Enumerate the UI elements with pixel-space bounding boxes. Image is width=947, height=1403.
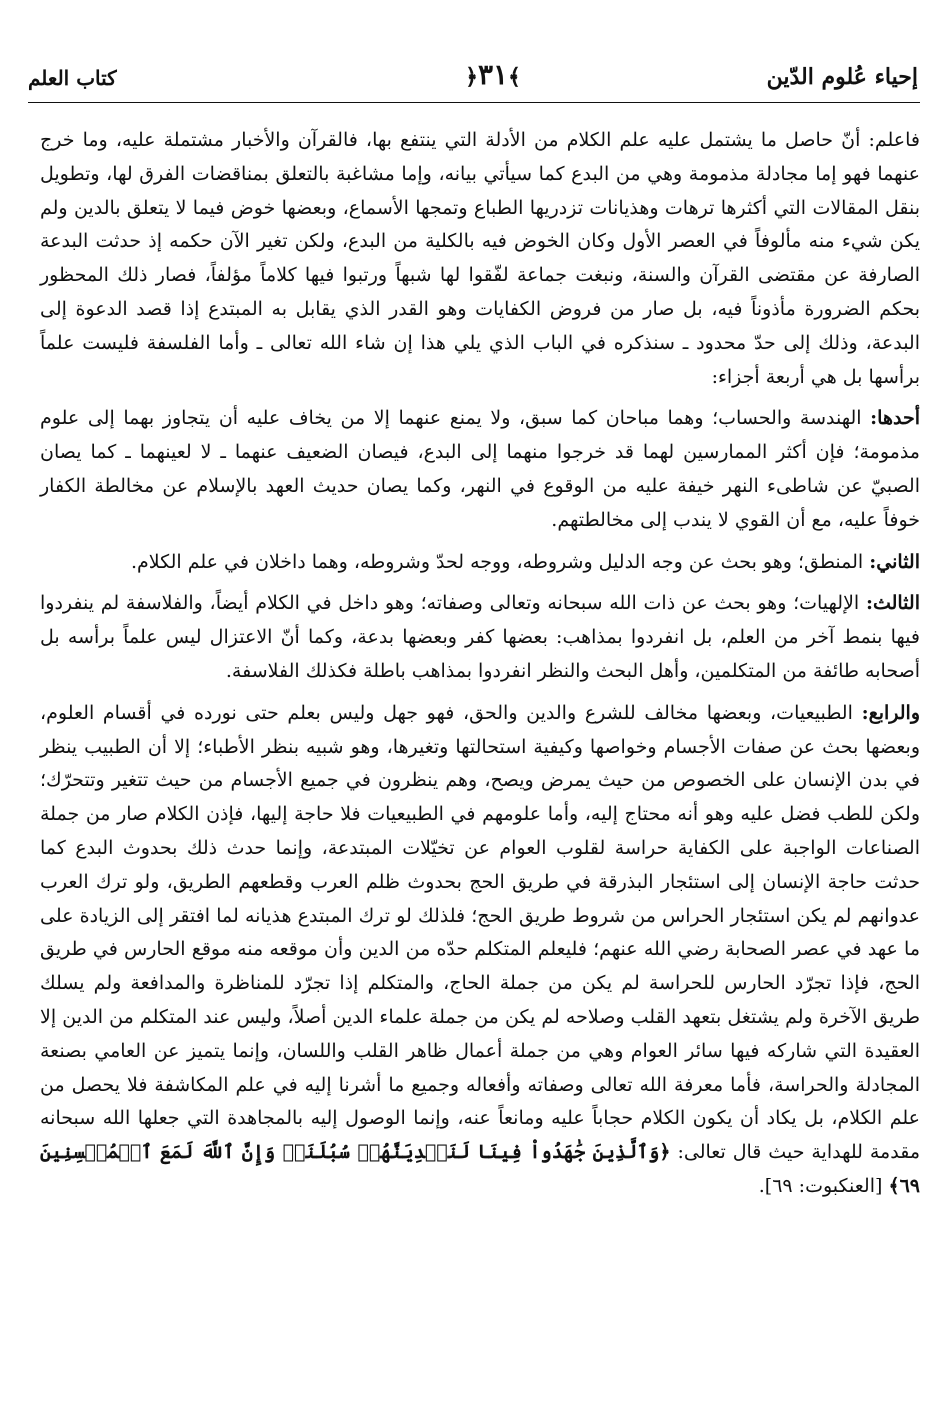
page-ornament-right: ﴾ bbox=[508, 64, 521, 90]
paragraph-lead: أحدها: bbox=[870, 407, 920, 430]
paragraph-lead: والرابع: bbox=[861, 701, 920, 724]
quran-verse: ﴿وَٱلَّذِينَ جَٰهَدُواْ فِينَا لَنَهۡدِيَنَّهُمۡ سُبُلَنَاۚ وَإِنَّ ٱللَّهَ لَمَعَ ٱلۡمُحۡسِنِينَ ٦٩﴾ bbox=[40, 1141, 920, 1197]
header-divider bbox=[28, 102, 920, 103]
paragraph-third-part bbox=[40, 587, 920, 688]
paragraph-text: الإلهيات؛ وهو بحث عن ذات الله سبحانه وتعالى وصفاته؛ وهو داخل في الكلام أيضاً، والفلاسفة لم ينفردوا فيها بنمط آخر من العلم، بل انفردوا بمذاهب: بعضها كفر وبعضها بدعة، وكما أنّ الاعتزال ليس علماً برأسه بل أصحابه طائفة من المتكلمين، وأهل البحث والنظر انفردوا بمذاهب باطلة فكذلك الفلاسفة. bbox=[40, 592, 920, 682]
page-header bbox=[28, 58, 920, 100]
paragraph-lead: الثالث: bbox=[865, 592, 920, 615]
page-number-value: ٣١ bbox=[477, 58, 509, 91]
book-title: إحياء عُلوم الدّين bbox=[766, 64, 918, 90]
paragraph-intro bbox=[40, 124, 920, 394]
paragraph-lead: الثاني: bbox=[869, 550, 920, 573]
paragraph-text: الهندسة والحساب؛ وهما مباحان كما سبق، ولا يمنع عنهما إلا من يخاف عليه أن يتجاوز بهما إلى علوم مذمومة؛ فإن أكثر الممارسين لهما قد خرجوا منهما إلى البدع، فيصان الضعيف عنهما ـ لا لعينهما ـ كما يصان الصبيّ عن شاطىء النهر خيفة عليه من الوقوع في النهر، وكما يصان حديث العهد بالإسلام عن مخالطة الكفار خوفاً عليه، مع أن القوي لا يندب إلى مخالطتهم. bbox=[40, 407, 920, 531]
paragraph-text: المنطق؛ وهو بحث عن وجه الدليل وشروطه، ووجه لحدّ وشروطه، وهما داخلان في علم الكلام. bbox=[130, 550, 864, 573]
section-title: كتاب العلم bbox=[28, 66, 117, 90]
paragraph-first-part bbox=[40, 402, 920, 537]
paragraph-text: فاعلم: أنّ حاصل ما يشتمل عليه علم الكلام من الأدلة التي ينتفع بها، فالقرآن والأخبار مشتملة عليه، وما خرج عنهما فهو إما مجادلة مذمومة وهي من البدع كما سيأتي بيانه، وإما مشاغبة بالتعلق بمناقضات الفرق لها، وتطويل بنقل المقالات التي أكثرها ترهات وهذيانات تزدريها الطباع وتمجها الأسماع، وبعضها خوض فيما لا يتعلق بالدين ولم يكن شيء منه مألوفاً في العصر الأول وكان الخوض فيه بالكلية من البدع، ولكن تغير الآن حكمه إذ حدثت البدعة الصارفة عن مقتضى القرآن والسنة، ونبغت جماعة لفّقوا لها شبهاً ورتبوا فيها كلاماً مؤلفاً، فصار ذلك المحظور بحكم الضرورة مأذوناً فيه، بل صار من فروض الكفايات وهو القدر الذي يقابل به المبتدع إذا قصد الدعوة إلى البدعة، وذلك إلى حدّ محدود ـ سنذكره في الباب الذي يلي هذا إن شاء الله تعالى ـ وأما الفلسفة فليست علماً برأسها بل هي أربعة أجزاء: bbox=[40, 129, 921, 388]
body-text bbox=[40, 124, 920, 1204]
page-number bbox=[448, 58, 538, 91]
paragraph-text: الطبيعيات، وبعضها مخالف للشرع والدين والحق، فهو جهل وليس بعلم حتى نورده في أقسام العلوم، وبعضها بحث عن صفات الأجسام وخواصها وكيفية استحالتها وتغيرها، وهو شبيه بنظر الأطباء؛ إلا أن الطبيب ينظر في بدن الإنسان على الخصوص من حيث يمرض ويصح، وهم ينظرون في جميع الأجسام من حيث تتغير وتتحرّك؛ ولكن للطب فضل عليه وهو أنه محتاج إليه، وأما علومهم في الطبيعيات فلا حاجة إليها، فإذن الكلام صار من جملة الصناعات الواجبة على الكفاية حراسة لقلوب العوام عن تخيّلات المبتدعة، وإنما حدث ذلك بحدوث البدع كما حدثت حاجة الإنسان إلى استئجار البذرقة في طريق الحج بحدوث ظلم العرب وقطعهم الطريق، ولو ترك العرب عدوانهم لم يكن استئجار الحراس من شروط طريق الحج؛ فلذلك لو ترك المبتدع هذيانه لما افتقر إلى الزيادة على ما عهد في عصر الصحابة رضي الله عنهم؛ فليعلم المتكلم حدّه من الدين وأن موقعه منه موقع الحارس في طريق الحج، فإذا تجرّد الحارس للحراسة لم يكن من جملة الحاج، والمتكلم إذا تجرّد للمناظرة والمدافعة ولم يسلك طريق الآخرة ولم يشتغل بتعهد القلب وصلاحه لم يكن من جملة علماء الدين أصلاً، وليس عند المتكلم من الدين إلا العقيدة التي شاركه فيها سائر العوام وهي من جملة أعمال ظاهر القلب واللسان، وإنما يتميز عن العامي بصنعة المجادلة والحراسة، فأما معرفة الله تعالى وصفاته وأفعاله وجميع ما أشرنا إليه في علم المكاشفة فلا يحصل من علم الكلام، بل يكاد أن يكون الكلام حجاباً عليه ومانعاً عنه، وإنما الوصول إليه بالمجاهدة التي جعلها الله سبحانه مقدمة للهداية حيث قال تعالى: bbox=[40, 701, 920, 1164]
paragraph-fourth-part bbox=[40, 697, 920, 1204]
paragraph-second-part bbox=[40, 546, 920, 580]
quran-citation: [العنكبوت: ٦٩]. bbox=[758, 1174, 883, 1197]
page-ornament-left: ﴿ bbox=[465, 64, 478, 90]
